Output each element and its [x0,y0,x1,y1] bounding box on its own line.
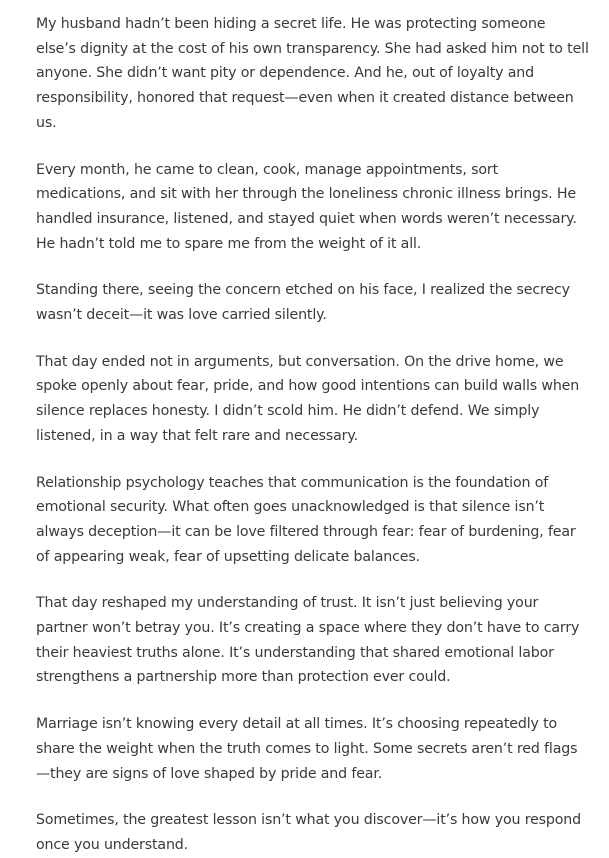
paragraph-1: My husband hadn’t been hiding a secret life. He was protecting someone else’s dignity at the cost of his own transparency. She had asked him not to tell anyone. She didn’t want pity or dependence. And he, out of loyalty and responsibility, honored that request—even when it created distance between us. [36,16,589,131]
paragraph-8: Sometimes, the greatest lesson isn’t what you discover—it’s how you respond once you understand. [36,812,581,853]
paragraph-3: Standing there, seeing the concern etched on his face, I realized the secrecy wasn’t deceit—it was love carried silently. [36,282,570,324]
paragraph-4: That day ended not in arguments, but conversation. On the drive home, we spoke openly about fear, pride, and how good intentions can build walls when silence replaces honesty. I didn’t scold him. He didn’t defend. We simply listened, in a way that felt rare and necessary. [36,353,580,444]
paragraph-6: That day reshaped my understanding of trust. It isn’t just believing your partner won’t betray you. It’s creating a space where they don’t have to carry their heaviest truths alone. It’s understanding that shared emotional labor strengthens a partnership more than protection ever could. [36,595,580,686]
paragraph-2: Every month, he came to clean, cook, manage appointments, sort medications, and sit with her through the loneliness chronic illness brings. He handled insurance, listened, and stayed quiet when words weren’t necessary. He hadn’t told me to spare me from the weight of it all. [36,161,577,252]
paragraph-5: Relationship psychology teaches that communication is the foundation of emotional security. What often goes unacknowledged is that silence isn’t always deception—it can be love filtered through fear: fear of burdening, fear of appearing weak, fear of upsetting delicate balances. [36,474,576,565]
paragraph-7: Marriage isn’t knowing every detail at all times. It’s choosing repeatedly to share the weight when the truth comes to light. Some secrets aren’t red flags—they are signs of love shaped by pride and fear. [36,716,578,782]
